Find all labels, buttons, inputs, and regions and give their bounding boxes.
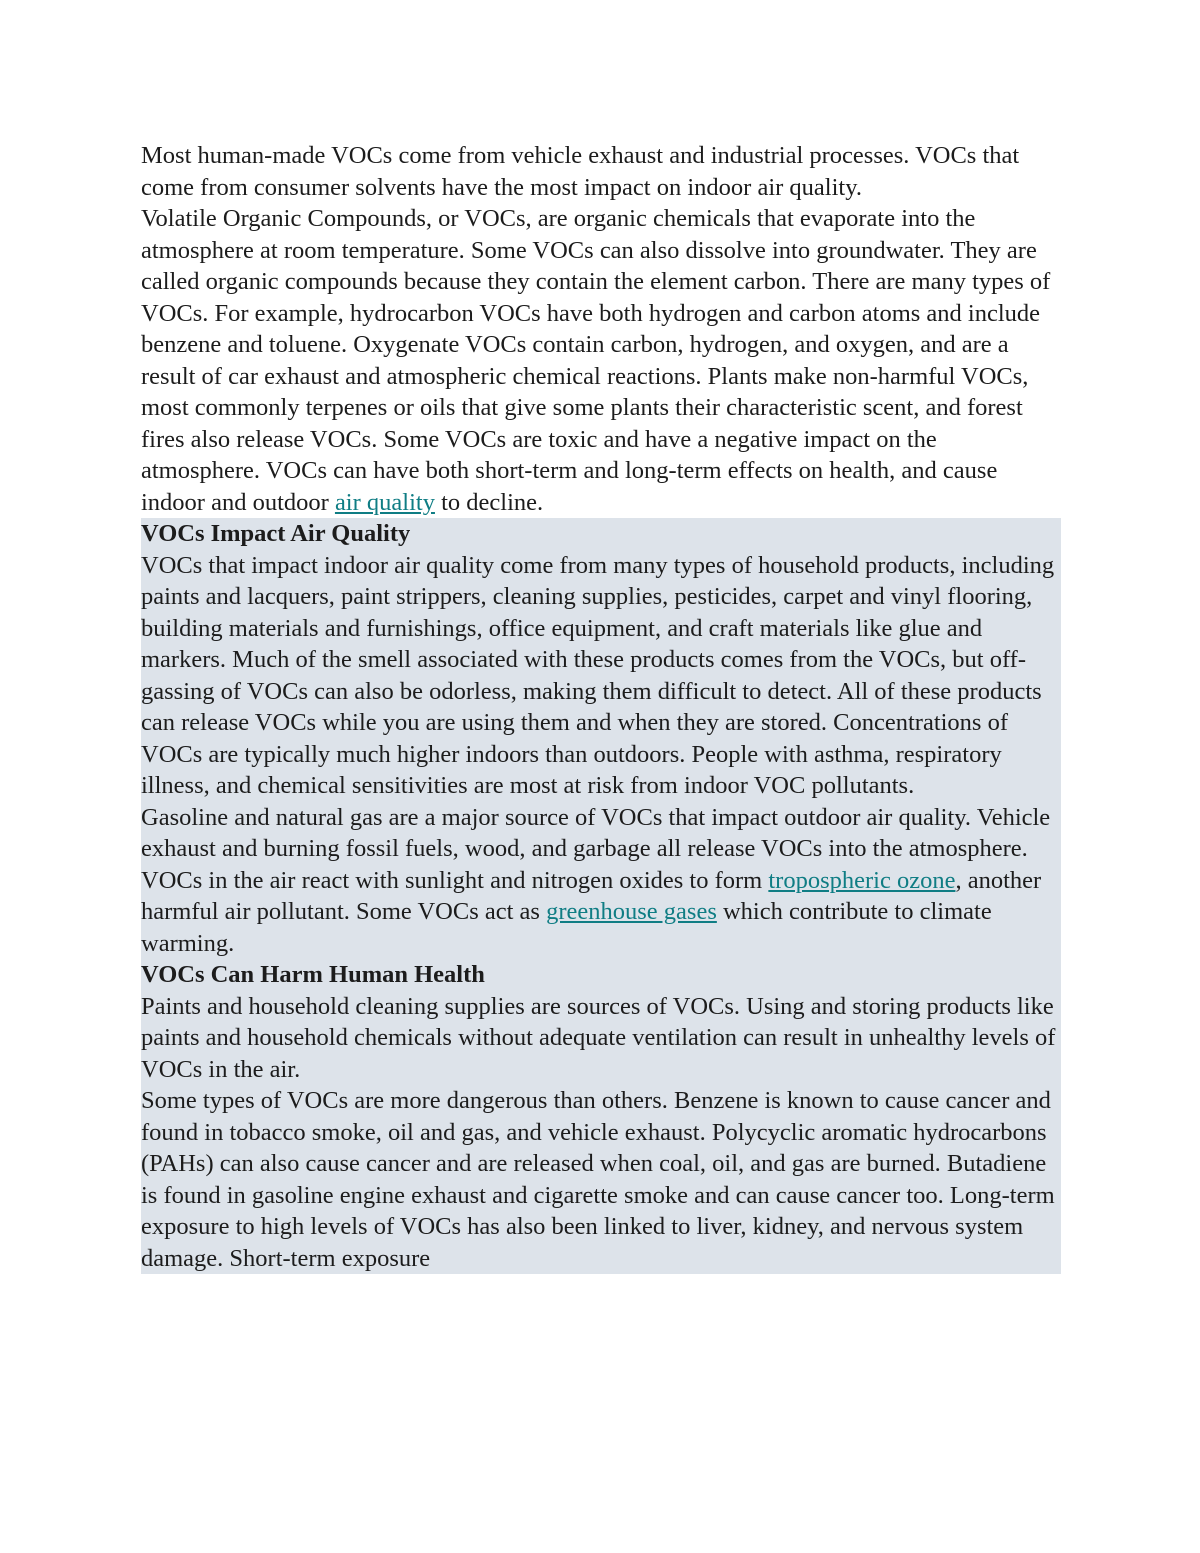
- air-quality-paragraph-2-text-c: which contribute to climate warming.: [141, 898, 992, 957]
- air-quality-paragraph-2: [141, 802, 1061, 960]
- document-body: [141, 140, 1061, 1274]
- health-paragraph-1: Paints and household cleaning supplies are sources of VOCs. Using and storing products like paints and household chemicals without adequate ventilation can result in unhealthy levels of VOCs in the air.: [141, 992, 1056, 1083]
- intro-paragraph-2: [141, 203, 1061, 518]
- intro-paragraph-2-text-b: to decline.: [434, 488, 544, 516]
- air-quality-paragraph-2-text-b: , another harmful air pollutant. Some VOCs act as: [141, 866, 1042, 925]
- tropospheric-ozone-link[interactable]: tropospheric ozone: [768, 866, 956, 894]
- health-paragraph-2: Some types of VOCs are more dangerous than others. Benzene is known to cause cancer and found in tobacco smoke, oil and gas, and vehicle exhaust. Polycyclic aromatic hydrocarbons (PAHs) can also cause cancer and are released when coal, oil, and gas are burned. Butadiene is found in gasoline engine exhaust and cigarette smoke and can cause cancer too. Long-term exposure to high levels of VOCs has also been linked to liver, kidney, and nervous system damage. Short-term exposure: [141, 1087, 1055, 1272]
- intro-paragraph-2-text-a: Volatile Organic Compounds, or VOCs, are organic chemicals that evaporate into the atmosphere at room temperature. Some VOCs can also dissolve into groundwater. They are called organic compounds because they contain the element carbon. There are many types of VOCs. For example, hydrocarbon VOCs have both hydrogen and carbon atoms and include benzene and toluene. Oxygenate VOCs contain carbon, hydrogen, and oxygen, and are a result of car exhaust and atmospheric chemical reactions. Plants make non-harmful VOCs, most commonly terpenes or oils that give some plants their characteristic scent, and forest fires also release VOCs. Some VOCs are toxic and have a negative impact on the atmosphere. VOCs can have both short-term and long-term effects on health, and cause indoor and outdoor: [141, 205, 1051, 516]
- section-heading-air-quality: VOCs Impact Air Quality: [141, 520, 411, 547]
- air-quality-paragraph-2-text-a: Gasoline and natural gas are a major source of VOCs that impact outdoor air quality. Vehicle exhaust and burning fossil fuels, wood, and garbage all release VOCs into the atmosphere. VOCs in the air react with sunlight and nitrogen oxides to form: [141, 803, 1051, 894]
- section-heading-human-health: VOCs Can Harm Human Health: [141, 961, 485, 988]
- shaded-section: [141, 518, 1061, 1274]
- intro-paragraph-1: Most human-made VOCs come from vehicle exhaust and industrial processes. VOCs that come from consumer solvents have the most impact on indoor air quality.: [141, 142, 1020, 201]
- air-quality-link[interactable]: air quality: [334, 488, 435, 516]
- greenhouse-gases-link[interactable]: greenhouse gases: [546, 898, 717, 925]
- air-quality-paragraph-1: VOCs that impact indoor air quality come from many types of household products, including paints and lacquers, paint strippers, cleaning supplies, pesticides, carpet and vinyl flooring, building materials and furnishings, office equipment, and craft materials like glue and markers. Much of the smell associated with these products comes from the VOCs, but off-gassing of VOCs can also be odorless, making them difficult to detect. All of these products can release VOCs while you are using them and when they are stored. Concentrations of VOCs are typically much higher indoors than outdoors. People with asthma, respiratory illness, and chemical sensitivities are most at risk from indoor VOC pollutants.: [141, 551, 1055, 799]
